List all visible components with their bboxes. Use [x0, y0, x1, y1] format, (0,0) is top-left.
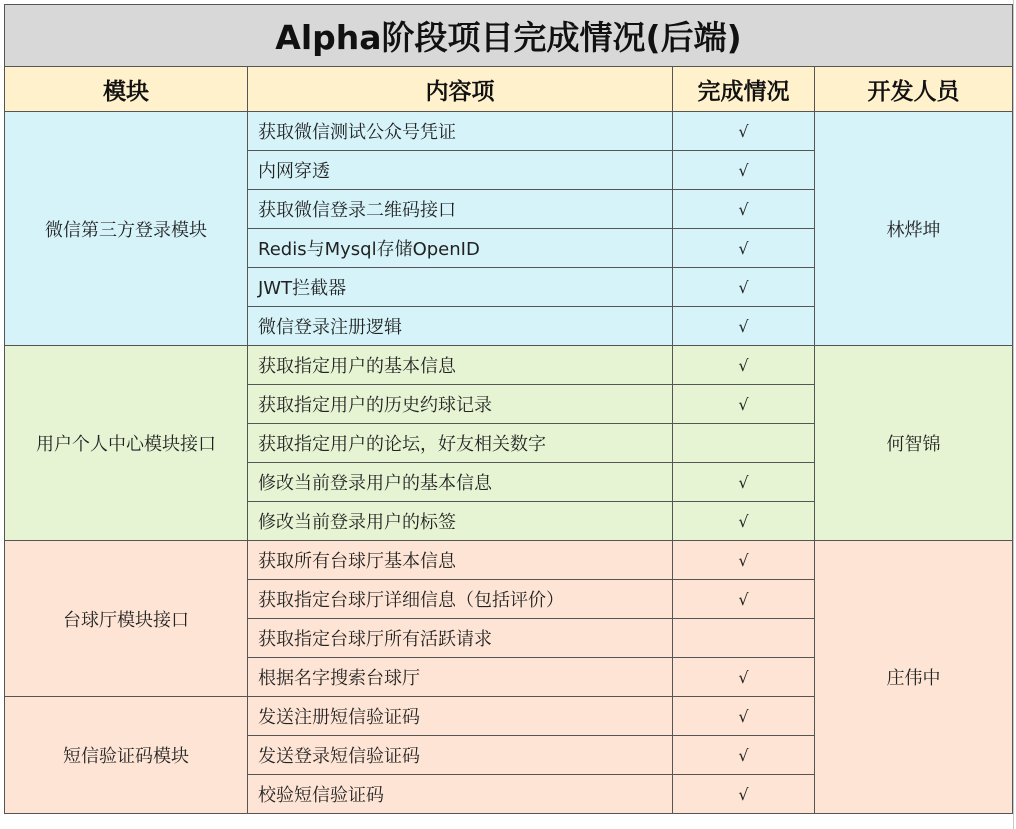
status-cell[interactable]: [673, 619, 815, 658]
content-cell[interactable]: 修改当前登录用户的标签: [248, 502, 673, 541]
header-module[interactable]: 模块: [5, 67, 248, 112]
developer-cell[interactable]: 庄伟中: [815, 541, 1013, 814]
content-cell[interactable]: 微信登录注册逻辑: [248, 307, 673, 346]
status-cell[interactable]: √: [673, 385, 815, 424]
module-cell[interactable]: 用户个人中心模块接口: [5, 346, 248, 541]
content-cell[interactable]: 获取微信测试公众号凭证: [248, 112, 673, 151]
content-cell[interactable]: Redis与Mysql存储OpenID: [248, 229, 673, 268]
status-cell[interactable]: √: [673, 463, 815, 502]
status-cell[interactable]: √: [673, 580, 815, 619]
status-cell[interactable]: [673, 424, 815, 463]
content-cell[interactable]: 获取微信登录二维码接口: [248, 190, 673, 229]
content-cell[interactable]: 获取指定台球厅详细信息（包括评价）: [248, 580, 673, 619]
status-cell[interactable]: √: [673, 502, 815, 541]
header-status[interactable]: 完成情况: [673, 67, 815, 112]
status-cell[interactable]: √: [673, 775, 815, 814]
content-cell[interactable]: 修改当前登录用户的基本信息: [248, 463, 673, 502]
status-cell[interactable]: √: [673, 736, 815, 775]
status-cell[interactable]: √: [673, 190, 815, 229]
status-cell[interactable]: √: [673, 346, 815, 385]
module-cell[interactable]: 短信验证码模块: [5, 697, 248, 814]
developer-cell[interactable]: 林烨坤: [815, 112, 1013, 346]
table-row: [5, 541, 1013, 580]
status-cell[interactable]: √: [673, 268, 815, 307]
module-cell[interactable]: 微信第三方登录模块: [5, 112, 248, 346]
completion-table: [4, 4, 1013, 814]
content-cell[interactable]: 发送登录短信验证码: [248, 736, 673, 775]
content-cell[interactable]: 获取指定用户的基本信息: [248, 346, 673, 385]
content-cell[interactable]: 获取指定用户的历史约球记录: [248, 385, 673, 424]
table-row: [5, 112, 1013, 151]
module-cell[interactable]: 台球厅模块接口: [5, 541, 248, 697]
status-cell[interactable]: √: [673, 112, 815, 151]
table-row: [5, 346, 1013, 385]
content-cell[interactable]: 发送注册短信验证码: [248, 697, 673, 736]
content-cell[interactable]: 根据名字搜索台球厅: [248, 658, 673, 697]
content-cell[interactable]: 获取指定用户的论坛，好友相关数字: [248, 424, 673, 463]
status-cell[interactable]: √: [673, 151, 815, 190]
status-cell[interactable]: √: [673, 541, 815, 580]
content-cell[interactable]: 内网穿透: [248, 151, 673, 190]
content-cell[interactable]: JWT拦截器: [248, 268, 673, 307]
content-cell[interactable]: 获取指定台球厅所有活跃请求: [248, 619, 673, 658]
sheet-gridline: [1013, 0, 1014, 829]
header-content[interactable]: 内容项: [248, 67, 673, 112]
content-cell[interactable]: 获取所有台球厅基本信息: [248, 541, 673, 580]
content-cell[interactable]: 校验短信验证码: [248, 775, 673, 814]
status-cell[interactable]: √: [673, 697, 815, 736]
status-cell[interactable]: √: [673, 658, 815, 697]
developer-cell[interactable]: 何智锦: [815, 346, 1013, 541]
status-cell[interactable]: √: [673, 229, 815, 268]
table-title[interactable]: Alpha阶段项目完成情况(后端): [5, 5, 1013, 67]
status-cell[interactable]: √: [673, 307, 815, 346]
header-developer[interactable]: 开发人员: [815, 67, 1013, 112]
